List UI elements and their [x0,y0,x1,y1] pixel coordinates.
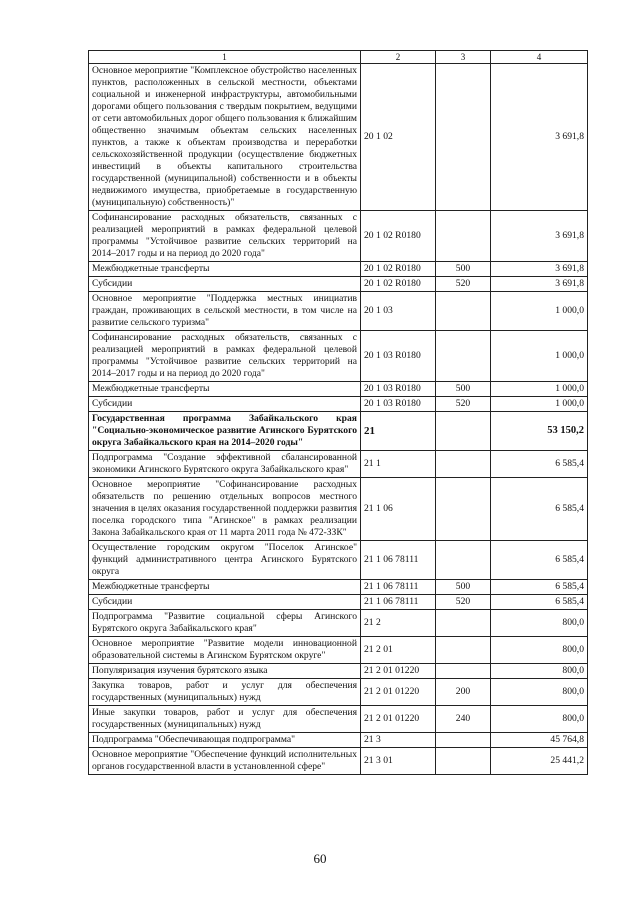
row-name-cell: Субсидии [89,397,361,412]
row-name-cell: Основное мероприятие "Обеспечение функций исполнительных органов государственной власти в установленной сфере" [89,748,361,775]
header-cell-name: 1 [89,51,361,64]
row-name-cell: Межбюджетные трансферты [89,382,361,397]
row-code-cell: 21 1 06 78111 [361,595,436,610]
row-vr-cell [436,451,491,478]
row-code-cell: 21 [361,412,436,451]
table-row [89,451,588,478]
row-sum-cell: 3 691,8 [491,262,588,277]
row-vr-cell [436,331,491,382]
budget-table-body [89,51,588,775]
row-sum-cell: 6 585,4 [491,451,588,478]
row-vr-cell: 500 [436,580,491,595]
row-sum-cell: 800,0 [491,706,588,733]
row-sum-cell: 800,0 [491,637,588,664]
table-row [89,64,588,211]
budget-table [88,50,588,775]
row-sum-cell: 3 691,8 [491,277,588,292]
table-row [89,382,588,397]
row-vr-cell: 500 [436,262,491,277]
row-name-cell: Популяризация изучения бурятского языка [89,664,361,679]
row-code-cell: 20 1 02 R0180 [361,277,436,292]
row-name-cell: Софинансирование расходных обязательств, связанных с реализацией мероприятий в рамках федеральной целевой программы "Устойчивое развитие сельских территорий на 2014–2017 годы и на период до 2020 года" [89,211,361,262]
row-code-cell: 21 3 [361,733,436,748]
row-code-cell: 20 1 02 [361,64,436,211]
row-vr-cell [436,541,491,580]
row-vr-cell: 240 [436,706,491,733]
row-code-cell: 21 2 [361,610,436,637]
table-row [89,733,588,748]
row-code-cell: 21 2 01 [361,637,436,664]
table-row [89,331,588,382]
row-vr-cell [436,610,491,637]
row-code-cell: 21 1 06 78111 [361,541,436,580]
header-cell-code: 2 [361,51,436,64]
table-row [89,748,588,775]
row-vr-cell [436,211,491,262]
row-name-cell: Основное мероприятие "Развитие модели инновационной образовательной системы в Агинском Бурятском округе" [89,637,361,664]
table-row [89,397,588,412]
table-row [89,580,588,595]
row-name-cell: Основное мероприятие "Комплексное обустройство населенных пунктов, расположенных в сельской местности, объектами социальной и инженерной инфраструктуры, автомобильными дорогами общего пользования с твердым покрытием, ведущими от сети автомобильных дорог общего пользования к ближайшим общественно значимым объектам сельских населенных пунктов, а также к объектам производства и переработки сельскохозяйственной продукции (осуществление бюджетных инвестиций в объекты капитального строительства государственной (муниципальной) собственности и в объекты недвижимого имущества, приобретаемые в государственную (муниципальную) собственность)" [89,64,361,211]
row-code-cell: 21 2 01 01220 [361,664,436,679]
row-sum-cell: 45 764,8 [491,733,588,748]
row-code-cell: 20 1 03 [361,292,436,331]
row-code-cell: 21 1 06 78111 [361,580,436,595]
row-sum-cell: 3 691,8 [491,211,588,262]
row-name-cell: Межбюджетные трансферты [89,580,361,595]
row-vr-cell [436,664,491,679]
row-vr-cell [436,292,491,331]
row-sum-cell: 800,0 [491,610,588,637]
row-name-cell: Субсидии [89,595,361,610]
row-vr-cell: 500 [436,382,491,397]
table-row [89,262,588,277]
row-vr-cell: 200 [436,679,491,706]
header-cell-sum: 4 [491,51,588,64]
row-vr-cell [436,412,491,451]
row-vr-cell: 520 [436,397,491,412]
row-sum-cell: 1 000,0 [491,397,588,412]
row-sum-cell: 25 441,2 [491,748,588,775]
row-code-cell: 21 3 01 [361,748,436,775]
row-name-cell: Основное мероприятие "Поддержка местных инициатив граждан, проживающих в сельской местности, в том числе на развитие сельского туризма" [89,292,361,331]
table-row [89,211,588,262]
table-row [89,478,588,541]
row-vr-cell [436,478,491,541]
table-row [89,637,588,664]
row-code-cell: 21 2 01 01220 [361,706,436,733]
row-sum-cell: 800,0 [491,679,588,706]
row-sum-cell: 1 000,0 [491,331,588,382]
row-code-cell: 21 1 [361,451,436,478]
row-vr-cell [436,637,491,664]
row-vr-cell: 520 [436,277,491,292]
row-name-cell: Осуществление городским округом "Поселок Агинское" функций административного центра Агинского Бурятского округа [89,541,361,580]
page-number: 60 [313,851,327,866]
row-sum-cell: 6 585,4 [491,595,588,610]
header-cell-vr: 3 [436,51,491,64]
row-sum-cell: 1 000,0 [491,382,588,397]
row-code-cell: 21 1 06 [361,478,436,541]
header-row [89,51,588,64]
table-row [89,277,588,292]
row-name-cell: Межбюджетные трансферты [89,262,361,277]
row-name-cell: Подпрограмма "Обеспечивающая подпрограмма" [89,733,361,748]
row-code-cell: 20 1 02 R0180 [361,262,436,277]
table-row [89,664,588,679]
row-name-cell: Софинансирование расходных обязательств, связанных с реализацией мероприятий в рамках федеральной целевой программы "Устойчивое развитие сельских территорий на 2014–2017 годы и на период до 2020 года" [89,331,361,382]
row-code-cell: 20 1 03 R0180 [361,397,436,412]
table-row [89,292,588,331]
row-sum-cell: 53 150,2 [491,412,588,451]
row-code-cell: 20 1 03 R0180 [361,331,436,382]
row-name-cell: Иные закупки товаров, работ и услуг для обеспечения государственных (муниципальных) нужд [89,706,361,733]
row-name-cell: Закупка товаров, работ и услуг для обеспечения государственных (муниципальных) нужд [89,679,361,706]
row-name-cell: Подпрограмма "Создание эффективной сбалансированной экономики Агинского Бурятского округа Забайкальского края" [89,451,361,478]
table-row [89,412,588,451]
row-vr-cell [436,733,491,748]
row-code-cell: 20 1 03 R0180 [361,382,436,397]
row-sum-cell: 6 585,4 [491,478,588,541]
table-row [89,679,588,706]
row-sum-cell: 800,0 [491,664,588,679]
table-row [89,595,588,610]
table-row [89,706,588,733]
row-code-cell: 20 1 02 R0180 [361,211,436,262]
row-sum-cell: 6 585,4 [491,580,588,595]
row-name-cell: Основное мероприятие "Софинансирование расходных обязательств по решению отдельных вопросов местного значения в целях оказания государственной поддержки развития поселка городского типа "Агинское" в рамках реализации Закона Забайкальского края от 11 марта 2011 года № 472-ЗЗК" [89,478,361,541]
row-sum-cell: 3 691,8 [491,64,588,211]
row-vr-cell: 520 [436,595,491,610]
row-sum-cell: 6 585,4 [491,541,588,580]
row-name-cell: Подпрограмма "Развитие социальной сферы Агинского Бурятского округа Забайкальского края" [89,610,361,637]
row-vr-cell [436,748,491,775]
row-name-cell: Субсидии [89,277,361,292]
table-row [89,610,588,637]
row-sum-cell: 1 000,0 [491,292,588,331]
table-row [89,541,588,580]
row-code-cell: 21 2 01 01220 [361,679,436,706]
row-name-cell: Государственная программа Забайкальского края "Социально-экономическое развитие Агинского Бурятского округа Забайкальского края на 2014–2020 годы" [89,412,361,451]
row-vr-cell [436,64,491,211]
